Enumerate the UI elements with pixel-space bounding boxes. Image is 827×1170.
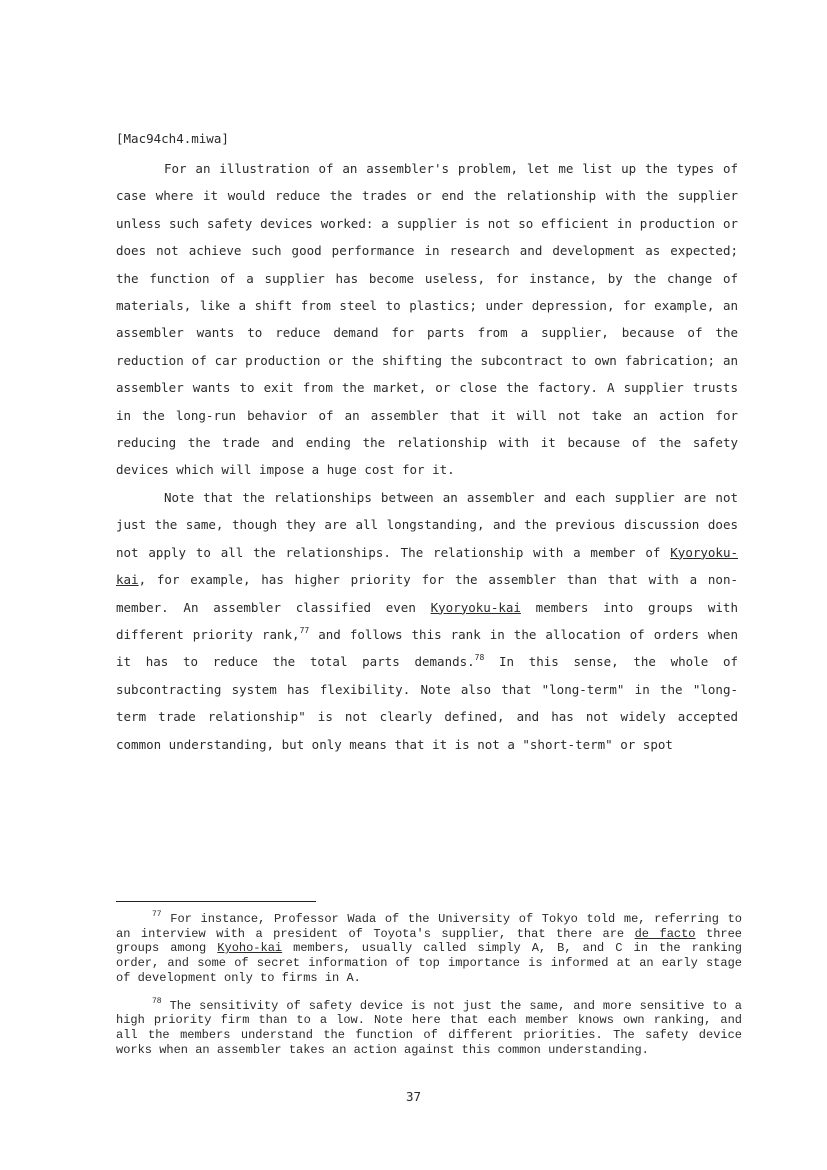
- footnote-77-text: members, usually called simply A, B, and C in the ranking order, and some of secret information of top importance is informed at an early stage of development only to firms in A.: [116, 941, 742, 985]
- footnote-78: [116, 996, 742, 1058]
- page-number: 37: [405, 1089, 422, 1104]
- main-text: [116, 155, 738, 758]
- footnote-77-text: three groups among: [116, 926, 743, 956]
- paragraph-2: [116, 484, 738, 758]
- footnote-mark-77: 77: [152, 910, 162, 919]
- footnote-rule: [116, 901, 316, 902]
- paragraph-2-text: , for example, has higher priority for the assembler than that with a non-member. An assembler classified even: [116, 572, 738, 615]
- paragraph-2-text: members into groups with different priority rank,: [116, 599, 738, 642]
- de-facto-term: de facto: [634, 926, 696, 941]
- kyoho-kai-term: Kyoho-kai: [217, 941, 283, 956]
- footnote-ref-77: 77: [299, 625, 310, 635]
- footnotes: [116, 912, 742, 1070]
- paragraph-2-text: In this sense, the whole of subcontracting system has flexibility. Note also that "long-term" in the "long-term trade relationship" is not clearly defined, and has not widely accepted common understanding, but only means that it is not a "short-term" or spot: [116, 654, 738, 752]
- paragraph-2-text: and follows this rank in the allocation of orders when it has to reduce the total parts demands.: [116, 626, 738, 670]
- footnote-77-text: For instance, Professor Wada of the University of Tokyo told me, referring to an interview with a president of Toyota's supplier, that there are: [116, 912, 742, 941]
- kyoryoku-kai-term: Kyoryoku-kai: [116, 544, 738, 588]
- footnote-77: [116, 912, 742, 986]
- footnote-ref-78: 78: [474, 653, 485, 663]
- paragraph-2-text: Note that the relationships between an assembler and each supplier are not just the same, though they are all longstanding, and the previous discussion does not apply to all the relationships. The relationship with a member of: [116, 489, 738, 560]
- footnote-78-text: The sensitivity of safety device is not just the same, and more sensitive to a high priority firm than to a low. Note here that each member knows own ranking, and all the members understand the function of different priorities. The safety device works when an assembler takes an action against this common understanding.: [116, 998, 742, 1057]
- footnote-mark-78: 78: [152, 996, 162, 1006]
- paragraph-1: For an illustration of an assembler's problem, let me list up the types of case where it would reduce the trades or end the relationship with the supplier unless such safety devices worked: a supplier is not so efficient in production or does not achieve such good performance in research and development as expected; the function of a supplier has become useless, for instance, by the change of materials, like a shift from steel to plastics; under depression, for example, an assembler wants to reduce demand for parts from a supplier, because of the reduction of car production or the shifting the subcontract to own fabrication; an assembler wants to exit from the market, or close the factory. A supplier trusts in the long-run behavior of an assembler that it will not take an action for reducing the trade and ending the relationship with it because of the safety devices which will impose a huge cost for it.: [116, 161, 738, 478]
- kyoryoku-kai-term: Kyoryoku-kai: [430, 599, 521, 615]
- file-header: [Mac94ch4.miwa]: [116, 131, 229, 146]
